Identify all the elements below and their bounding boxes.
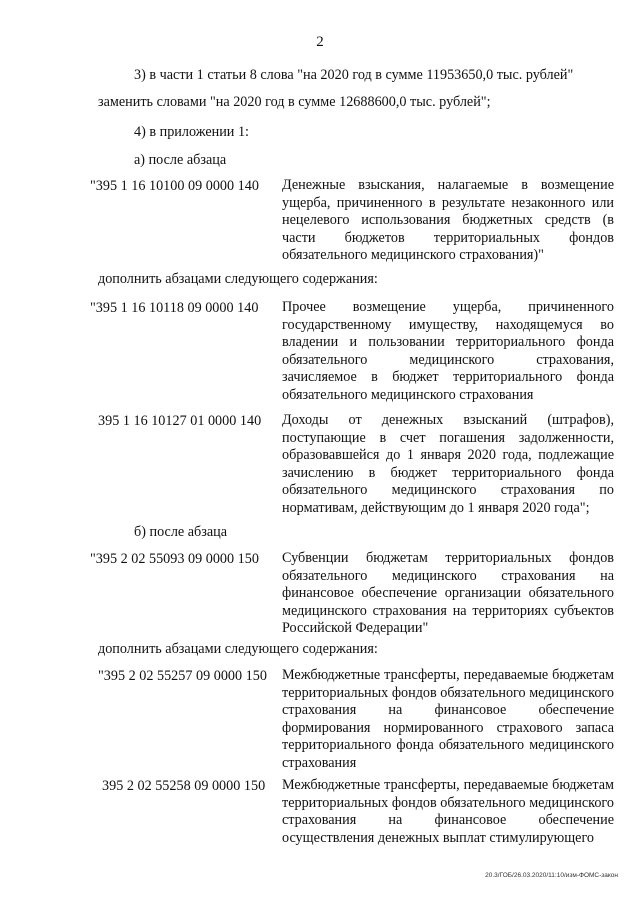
item3-line1: 3) в части 1 статьи 8 слова "на 2020 год в сумме 11953650,0 тыс. рублей"	[134, 67, 574, 83]
supplement-note-2: дополнить абзацами следующего содержания:	[98, 641, 378, 657]
code-description: Денежные взыскания, налагаемые в возмещение ущерба, причиненного в результате незаконного или нецелевого использования бюджетных средств (в части бюджетов территориальных фондов обязательного медицинского страхования)"	[282, 177, 614, 264]
code-description: Субвенции бюджетам территориальных фондов обязательного медицинского страхования на финансовое обеспечение организации обязательного медицинского страхования на территориях субъектов Российской Федерации"	[282, 550, 614, 637]
classification-code: 395 2 02 55258 09 0000 150	[102, 778, 266, 794]
code-description: Межбюджетные трансферты, передаваемые бюджетам территориальных фондов обязательного медицинского страхования на финансовое обеспечение формирования нормированного страхового запаса территориального фонда обязательного медицинского страхования	[282, 667, 614, 771]
classification-code: "395 1 16 10100 09 0000 140	[90, 178, 259, 194]
page-number: 2	[316, 34, 324, 50]
code-description: Межбюджетные трансферты, передаваемые бюджетам территориальных фондов обязательного медицинского страхования на финансовое обеспечение осуществления денежных выплат стимулирующего	[282, 777, 614, 846]
item4-sub-a: а) после абзаца	[134, 152, 227, 168]
item4-sub-b: б) после абзаца	[134, 524, 228, 540]
item4-heading: 4) в приложении 1:	[134, 124, 249, 140]
classification-code: "395 1 16 10118 09 0000 140	[90, 300, 259, 316]
item3-line2: заменить словами "на 2020 год в сумме 12688600,0 тыс. рублей";	[98, 94, 491, 110]
code-description: Прочее возмещение ущерба, причиненного государственному имуществу, находящемуся во владении и пользовании территориального фонда обязательного медицинского страхования, зачисляемое в бюджет территориального фонда обязательного медицинского страхования	[282, 299, 614, 403]
supplement-note-1: дополнить абзацами следующего содержания:	[98, 271, 378, 287]
classification-code: "395 2 02 55093 09 0000 150	[90, 551, 259, 567]
classification-code: 395 1 16 10127 01 0000 140	[98, 413, 262, 429]
code-description: Доходы от денежных взысканий (штрафов), поступающие в счет погашения задолженности, образовавшейся до 1 января 2020 года, подлежащие зачислению в бюджет территориального фонда обязательного медицинского страхования по нормативам, действующим до 1 января 2020 года";	[282, 412, 614, 516]
footer-stamp: 20.3/ГОБ/26.03.2020/11:10/изм-ФОМС-закон	[485, 872, 618, 879]
classification-code: "395 2 02 55257 09 0000 150	[98, 668, 267, 684]
